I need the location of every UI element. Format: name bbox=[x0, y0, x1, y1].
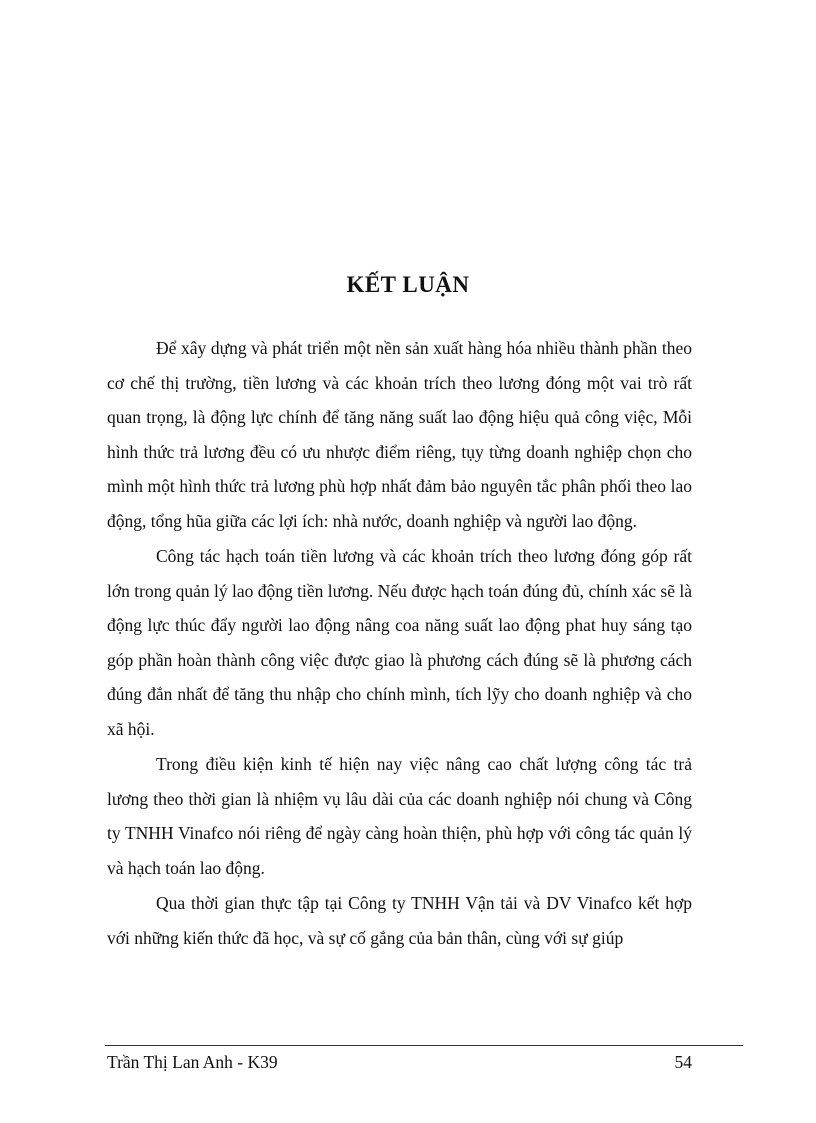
paragraph-3: Trong điều kiện kinh tế hiện nay việc nâng cao chất lượng công tác trả lương theo thời gian là nhiệm vụ lâu dài của các doanh nghiệp nói chung và Công ty TNHH Vinafco nói riêng để ngày càng hoàn thiện, phù hợp với công tác quản lý và hạch toán lao động. bbox=[107, 754, 692, 878]
page-title: KẾT LUẬN bbox=[346, 272, 470, 297]
paragraph-1: Để xây dựng và phát triển một nền sản xuất hàng hóa nhiều thành phần theo cơ chế thị trường, tiền lương và các khoản trích theo lương đóng một vai trò rất quan trọng, là động lực chính để tăng năng suất lao động hiệu quả công việc, Mỗi hình thức trả lương đều có ưu nhược điểm riêng, tụy từng doanh nghiệp chọn cho mình một hình thức trả lương phù hợp nhất đảm bảo nguyên tắc phân phối theo lao động, tổng hũa giữa các lợi ích: nhà nước, doanh nghiệp và người lao động. bbox=[107, 338, 692, 531]
paragraph-4: Qua thời gian thực tập tại Công ty TNHH Vận tải và DV Vinafco kết hợp với những kiến thức đã học, và sự cố gắng của bản thân, cùng với sự giúp bbox=[107, 893, 692, 948]
footer-divider bbox=[105, 1045, 743, 1046]
footer-author: Trần Thị Lan Anh - K39 bbox=[107, 1052, 278, 1072]
page-number: 54 bbox=[674, 1052, 692, 1072]
document-body bbox=[107, 331, 692, 956]
paragraph-2: Công tác hạch toán tiền lương và các khoản trích theo lương đóng góp rất lớn trong quản lý lao động tiền lương. Nếu được hạch toán đúng đủ, chính xác sẽ là động lực thúc đẩy người lao động nâng coa năng suất lao động phat huy sáng tạo góp phần hoàn thành công việc được giao là phương cách đúng sẽ là phương cách đúng đắn nhất để tăng thu nhập cho chính mình, tích lỹy cho doanh nghiệp và cho xã hội. bbox=[107, 546, 692, 739]
